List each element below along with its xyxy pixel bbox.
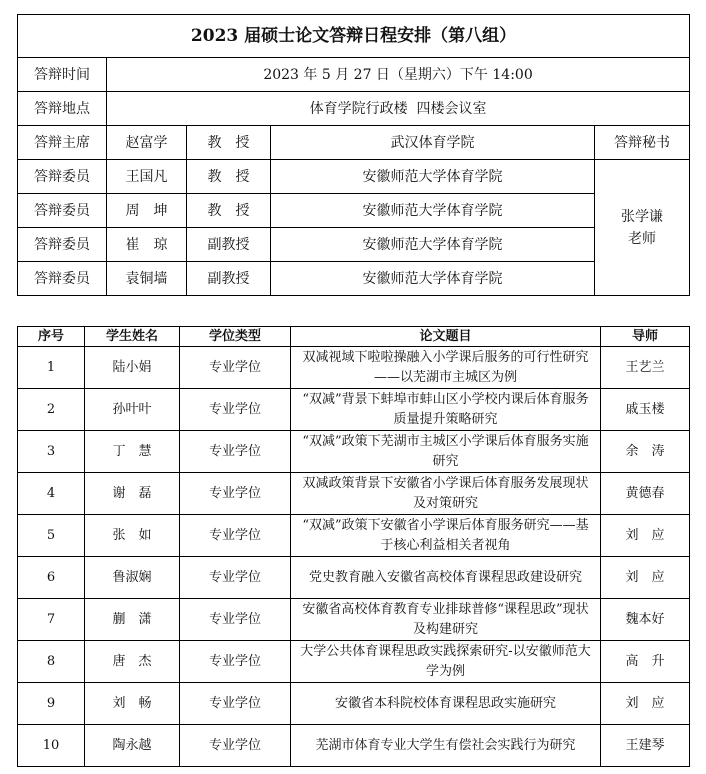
row-name: 丁 慧 <box>85 431 180 473</box>
row-topic: 党史教育融入安徽省高校体育课程思政建设研究 <box>291 557 601 599</box>
row-no: 2 <box>18 389 85 431</box>
committee-row <box>18 228 690 262</box>
row-no: 9 <box>18 683 85 725</box>
table-row <box>18 641 690 683</box>
table-row <box>18 473 690 515</box>
place-label: 答辩地点 <box>18 92 107 126</box>
member-name: 崔 琼 <box>107 228 187 262</box>
row-degree: 专业学位 <box>180 641 291 683</box>
time-label: 答辩时间 <box>18 58 107 92</box>
member-rank: 副教授 <box>187 262 271 296</box>
row-no: 1 <box>18 347 85 389</box>
member-role: 答辩委员 <box>18 262 107 296</box>
row-name: 谢 磊 <box>85 473 180 515</box>
row-no: 4 <box>18 473 85 515</box>
row-no: 5 <box>18 515 85 557</box>
row-name: 张 如 <box>85 515 180 557</box>
member-unit: 安徽师范大学体育学院 <box>271 262 595 296</box>
member-name: 王国凡 <box>107 160 187 194</box>
row-degree: 专业学位 <box>180 599 291 641</box>
time-value: 2023 年 5 月 27 日（星期六）下午 14:00 <box>107 58 690 92</box>
row-no: 10 <box>18 725 85 767</box>
header-no: 序号 <box>18 327 85 347</box>
row-no: 6 <box>18 557 85 599</box>
row-name: 刘 畅 <box>85 683 180 725</box>
member-unit: 武汉体育学院 <box>271 126 595 160</box>
member-rank: 副教授 <box>187 228 271 262</box>
table-row <box>18 389 690 431</box>
table-row <box>18 725 690 767</box>
row-name: 陶永越 <box>85 725 180 767</box>
row-topic: 安徽省本科院校体育课程思政实施研究 <box>291 683 601 725</box>
table-row <box>18 557 690 599</box>
row-advisor: 高 升 <box>601 641 690 683</box>
row-topic: 大学公共体育课程思政实践探索研究-以安徽师范大学为例 <box>291 641 601 683</box>
member-name: 赵富学 <box>107 126 187 160</box>
row-name: 蒯 潇 <box>85 599 180 641</box>
committee-row <box>18 262 690 296</box>
row-degree: 专业学位 <box>180 473 291 515</box>
schedule-title: 2023 届硕士论文答辩日程安排（第八组） <box>18 15 690 58</box>
schedule-table <box>17 14 690 296</box>
member-role: 答辩委员 <box>18 160 107 194</box>
row-advisor: 王艺兰 <box>601 347 690 389</box>
row-degree: 专业学位 <box>180 557 291 599</box>
member-name: 袁铜墙 <box>107 262 187 296</box>
header-topic: 论文题目 <box>291 327 601 347</box>
member-rank: 教 授 <box>187 194 271 228</box>
row-degree: 专业学位 <box>180 389 291 431</box>
row-name: 陆小娟 <box>85 347 180 389</box>
row-no: 8 <box>18 641 85 683</box>
header-advisor: 导师 <box>601 327 690 347</box>
row-advisor: 戚玉楼 <box>601 389 690 431</box>
member-unit: 安徽师范大学体育学院 <box>271 228 595 262</box>
row-advisor: 刘 应 <box>601 683 690 725</box>
students-header <box>18 327 690 347</box>
row-topic: “双减”背景下蚌埠市蚌山区小学校内课后体育服务质量提升策略研究 <box>291 389 601 431</box>
member-name: 周 坤 <box>107 194 187 228</box>
header-name: 学生姓名 <box>85 327 180 347</box>
row-advisor: 刘 应 <box>601 557 690 599</box>
member-role: 答辩主席 <box>18 126 107 160</box>
committee-row <box>18 194 690 228</box>
row-degree: 专业学位 <box>180 347 291 389</box>
member-role: 答辩委员 <box>18 194 107 228</box>
row-name: 鲁淑娴 <box>85 557 180 599</box>
row-topic: 双减视域下啦啦操融入小学课后服务的可行性研究——以芜湖市主城区为例 <box>291 347 601 389</box>
row-topic: 芜湖市体育专业大学生有偿社会实践行为研究 <box>291 725 601 767</box>
row-topic: “双减”政策下安徽省小学课后体育服务研究——基于核心利益相关者视角 <box>291 515 601 557</box>
member-unit: 安徽师范大学体育学院 <box>271 160 595 194</box>
member-unit: 安徽师范大学体育学院 <box>271 194 595 228</box>
table-row <box>18 347 690 389</box>
row-advisor: 余 涛 <box>601 431 690 473</box>
row-name: 唐 杰 <box>85 641 180 683</box>
row-degree: 专业学位 <box>180 725 291 767</box>
table-row <box>18 431 690 473</box>
row-topic: 双减政策背景下安徽省小学课后体育服务发展现状及对策研究 <box>291 473 601 515</box>
committee-row <box>18 160 690 194</box>
row-advisor: 黄德春 <box>601 473 690 515</box>
secretary-name: 张学谦 <box>621 208 664 225</box>
row-topic: 安徽省高校体育教育专业排球普修“课程思政”现状及构建研究 <box>291 599 601 641</box>
member-rank: 教 授 <box>187 126 271 160</box>
row-degree: 专业学位 <box>180 683 291 725</box>
secretary-label: 答辩秘书 <box>595 126 690 160</box>
member-role: 答辩委员 <box>18 228 107 262</box>
secretary-title: 老师 <box>628 230 657 247</box>
row-advisor: 王建琴 <box>601 725 690 767</box>
committee-row <box>18 126 690 160</box>
table-row <box>18 515 690 557</box>
table-row <box>18 683 690 725</box>
students-table <box>17 326 690 767</box>
row-no: 3 <box>18 431 85 473</box>
row-no: 7 <box>18 599 85 641</box>
row-advisor: 刘 应 <box>601 515 690 557</box>
row-topic: “双减”政策下芜湖市主城区小学课后体育服务实施研究 <box>291 431 601 473</box>
row-degree: 专业学位 <box>180 431 291 473</box>
row-name: 孙叶叶 <box>85 389 180 431</box>
place-value: 体育学院行政楼 四楼会议室 <box>107 92 690 126</box>
row-degree: 专业学位 <box>180 515 291 557</box>
header-degree: 学位类型 <box>180 327 291 347</box>
row-advisor: 魏本好 <box>601 599 690 641</box>
member-rank: 教 授 <box>187 160 271 194</box>
secretary-cell <box>595 160 690 296</box>
table-row <box>18 599 690 641</box>
